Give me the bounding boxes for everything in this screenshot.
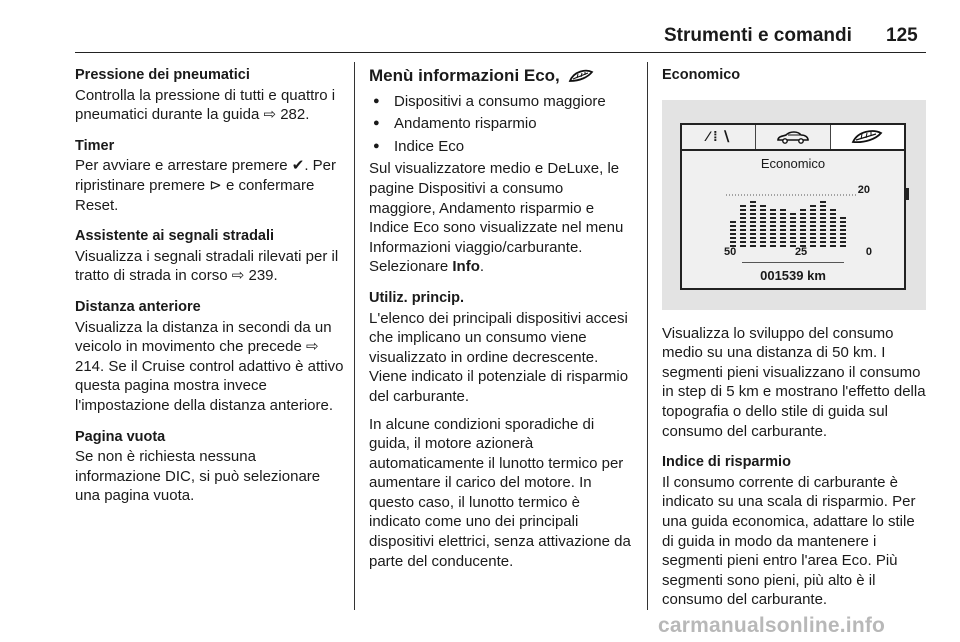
bar-segment — [780, 217, 786, 219]
bar-segment — [790, 217, 796, 219]
bar-segment — [830, 237, 836, 239]
odometer-divider — [742, 262, 844, 263]
section-traffic-sign-assistant — [75, 227, 345, 286]
bar-segment — [810, 217, 816, 219]
bar-segment — [790, 229, 796, 231]
section-body: Visualizza i segnali stradali rilevati per il tratto di strada in corso ⇨ 239. — [75, 247, 339, 285]
bar-segment — [770, 237, 776, 239]
bar-segment — [810, 221, 816, 223]
bar-segment — [750, 237, 756, 239]
consumption-bar — [790, 213, 796, 247]
bar-segment — [780, 221, 786, 223]
bar-segment — [740, 225, 746, 227]
bar-segment — [840, 237, 846, 239]
watermark: carmanualsonline.info — [658, 614, 886, 637]
section-heading: Pressione dei pneumatici — [75, 67, 250, 83]
section-following-distance — [75, 298, 345, 416]
consumption-bar — [820, 201, 826, 247]
paragraph-text: . — [479, 258, 485, 276]
consumption-bar — [800, 209, 806, 247]
section-blank-page — [75, 428, 345, 506]
display-tick-top: 20 — [857, 183, 870, 196]
bar-segment — [800, 229, 806, 231]
consumption-bar — [740, 205, 746, 247]
bar-segment — [730, 229, 736, 231]
list-item: ● Dispositivi a consumo maggiore — [369, 92, 633, 112]
bar-segment — [810, 233, 816, 235]
bar-segment — [830, 217, 836, 219]
consumption-bar — [770, 209, 776, 247]
bar-segment — [790, 237, 796, 239]
bar-segment — [790, 213, 796, 215]
column-divider-2 — [647, 62, 648, 610]
bar-segment — [800, 209, 806, 211]
bar-segment — [780, 213, 786, 215]
scale-label: 0 — [865, 245, 872, 258]
bar-segment — [820, 209, 826, 211]
scale-label: 25 — [794, 245, 808, 258]
bar-segment — [770, 209, 776, 211]
bar-segment — [810, 205, 816, 207]
bar-segment — [760, 205, 766, 207]
bar-segment — [770, 229, 776, 231]
section-body: Per avviare e arrestare premere ✔. Per ripristinare premere ⊳ e confermare Reset. — [75, 157, 336, 214]
display-tabs — [682, 125, 904, 151]
section-heading: Pagina vuota — [75, 428, 166, 445]
eco-display-illustration — [662, 100, 926, 310]
bar-segment — [760, 225, 766, 227]
bar-segment — [740, 221, 746, 223]
bar-segment — [740, 217, 746, 219]
bar-segment — [740, 229, 746, 231]
odometer-readout: 001539 km — [760, 267, 826, 283]
bar-segment — [760, 221, 766, 223]
display-edge-mark — [906, 188, 909, 200]
eco-leaf-icon — [850, 129, 884, 145]
paragraph-text: Sul visualizzatore medio e DeLuxe, le pagine Dispositivi a consumo maggiore, Andamento risparmio e Indice Eco sono visualizzate nel menu Informazioni viaggio/carburante. Selezionare — [369, 160, 624, 276]
column-3 — [662, 66, 928, 622]
bar-segment — [810, 237, 816, 239]
display-tab-car — [756, 125, 830, 149]
bar-segment — [750, 229, 756, 231]
bar-segment — [730, 233, 736, 235]
section-body: Controlla la pressione di tutti e quattro i pneumatici durante la guida ⇨ 282. — [75, 86, 336, 124]
column-1 — [75, 66, 345, 518]
consumption-bar — [810, 205, 816, 247]
list-item: ● Indice Eco — [369, 137, 633, 157]
bar-segment — [760, 229, 766, 231]
bar-segment — [750, 217, 756, 219]
car-icon — [776, 129, 810, 145]
section-body: Se non è richiesta nessuna informazione DIC, si può selezionare una pagina vuota. — [75, 448, 321, 505]
bar-segment — [800, 233, 806, 235]
bar-segment — [820, 229, 826, 231]
eco-menu-title-text: Menù informazioni Eco, — [369, 66, 560, 85]
bar-segment — [830, 221, 836, 223]
bar-segment — [780, 209, 786, 211]
bar-segment — [830, 233, 836, 235]
bar-segment — [750, 221, 756, 223]
bar-segment — [800, 213, 806, 215]
display-mode-label: Economico — [760, 155, 826, 171]
bar-segment — [750, 213, 756, 215]
bar-segment — [760, 213, 766, 215]
bar-segment — [750, 201, 756, 203]
column-2 — [369, 66, 633, 583]
bar-segment — [800, 237, 806, 239]
bar-segment — [820, 233, 826, 235]
bar-segment — [760, 233, 766, 235]
bar-segment — [730, 221, 736, 223]
consumption-bar — [780, 209, 786, 247]
bar-segment — [730, 237, 736, 239]
scale-label: 50 — [724, 245, 737, 258]
bar-segment — [820, 217, 826, 219]
section-body: Visualizza la distanza in secondi da un veicolo in movimento che precede ⇨ 214. Se il Cruise control adattivo è attivo questa pagina mostra invece l'impostazione della distanza anteriore. — [75, 318, 344, 414]
bar-segment — [840, 225, 846, 227]
bar-segment — [830, 225, 836, 227]
bar-segment — [810, 213, 816, 215]
paragraph: L'elenco dei principali dispositivi accesi che implicano un consumo viene visualizzato in ordine decrescente. Viene indicato il potenziale di risparmio del carburante. — [369, 309, 629, 405]
bar-segment — [830, 209, 836, 211]
section-heading: Assistente ai segnali stradali — [75, 228, 275, 245]
display-screen — [680, 123, 906, 290]
bar-segment — [740, 233, 746, 235]
bar-segment — [750, 209, 756, 211]
bar-segment — [820, 237, 826, 239]
bar-segment — [790, 233, 796, 235]
paragraph: In alcune condizioni sporadiche di guida, il motore azionerà automaticamente il lunotto termico per aumentare il carico del motore. In questo caso, il lunotto termico è indicato come uno dei principali dispositivi elettrici, senza attivazione da parte del conducente. — [369, 415, 631, 570]
bar-segment — [790, 225, 796, 227]
bar-segment — [770, 233, 776, 235]
bar-segment — [800, 225, 806, 227]
bar-segment — [810, 225, 816, 227]
bar-segment — [770, 217, 776, 219]
section-heading: Economico — [662, 67, 741, 83]
bar-segment — [740, 205, 746, 207]
bar-segment — [760, 217, 766, 219]
section-tire-pressure — [75, 66, 345, 125]
bar-segment — [840, 217, 846, 219]
paragraph: Visualizza lo sviluppo del consumo medio su una distanza di 50 km. I segmenti pieni visualizzano il consumo in step di 5 km e mostrano l'effetto della topografia o dello stile di guida sul consumo del carburante. — [662, 324, 926, 440]
bar-segment — [750, 205, 756, 207]
section-heading: Timer — [75, 137, 115, 154]
consumption-bar — [830, 209, 836, 247]
consumers-icon: ⁄ ⁞ ∖ — [706, 127, 731, 144]
list-item: ● Andamento risparmio — [369, 114, 633, 134]
bar-segment — [820, 205, 826, 207]
bar-segment — [840, 229, 846, 231]
section-main-usage — [369, 289, 633, 571]
bar-segment — [790, 221, 796, 223]
bar-segment — [820, 201, 826, 203]
paragraph — [369, 159, 633, 277]
section-timer — [75, 137, 345, 215]
eco-menu-title — [369, 66, 633, 86]
eco-menu-list — [369, 92, 633, 157]
eco-leaf-icon — [568, 69, 594, 83]
consumption-bar — [760, 205, 766, 247]
bar-segment — [740, 213, 746, 215]
bar-segment — [820, 221, 826, 223]
bar-segment — [770, 225, 776, 227]
bar-segment — [830, 229, 836, 231]
bar-segment — [770, 213, 776, 215]
display-tab-consumers — [682, 125, 756, 149]
bar-segment — [730, 225, 736, 227]
bar-segment — [750, 233, 756, 235]
bar-segment — [810, 229, 816, 231]
bar-segment — [810, 209, 816, 211]
header-rule — [75, 52, 926, 53]
bar-segment — [800, 217, 806, 219]
page-header-title: Strumenti e comandi — [664, 25, 852, 46]
bar-segment — [770, 221, 776, 223]
bar-segment — [820, 225, 826, 227]
bar-segment — [760, 209, 766, 211]
section-heading: Indice di risparmio — [662, 454, 791, 471]
column-divider-1 — [354, 62, 355, 610]
bar-segment — [760, 237, 766, 239]
page-number: 125 — [886, 25, 918, 46]
bar-segment — [840, 221, 846, 223]
bar-segment — [750, 225, 756, 227]
bar-segment — [740, 209, 746, 211]
bar-segment — [780, 233, 786, 235]
bar-segment — [830, 213, 836, 215]
consumption-bar — [750, 201, 756, 247]
info-keyword: Info — [452, 258, 480, 276]
bar-segment — [780, 229, 786, 231]
paragraph: Il consumo corrente di carburante è indicato su una scala di risparmio. Per una guida economica, adattare lo stile di guida in modo da mantenere i segmenti pieni entro l'area Eco. Più segmenti sono pieni, più alto è il consumo del carburante. — [662, 473, 916, 609]
section-heading: Utiliz. princip. — [369, 289, 465, 306]
section-heading: Distanza anteriore — [75, 298, 201, 315]
bar-segment — [820, 213, 826, 215]
bar-segment — [800, 221, 806, 223]
bar-segment — [740, 237, 746, 239]
display-tab-eco — [831, 125, 904, 149]
bar-segment — [780, 225, 786, 227]
bar-segment — [840, 233, 846, 235]
bar-segment — [780, 237, 786, 239]
display-scale — [724, 243, 872, 263]
